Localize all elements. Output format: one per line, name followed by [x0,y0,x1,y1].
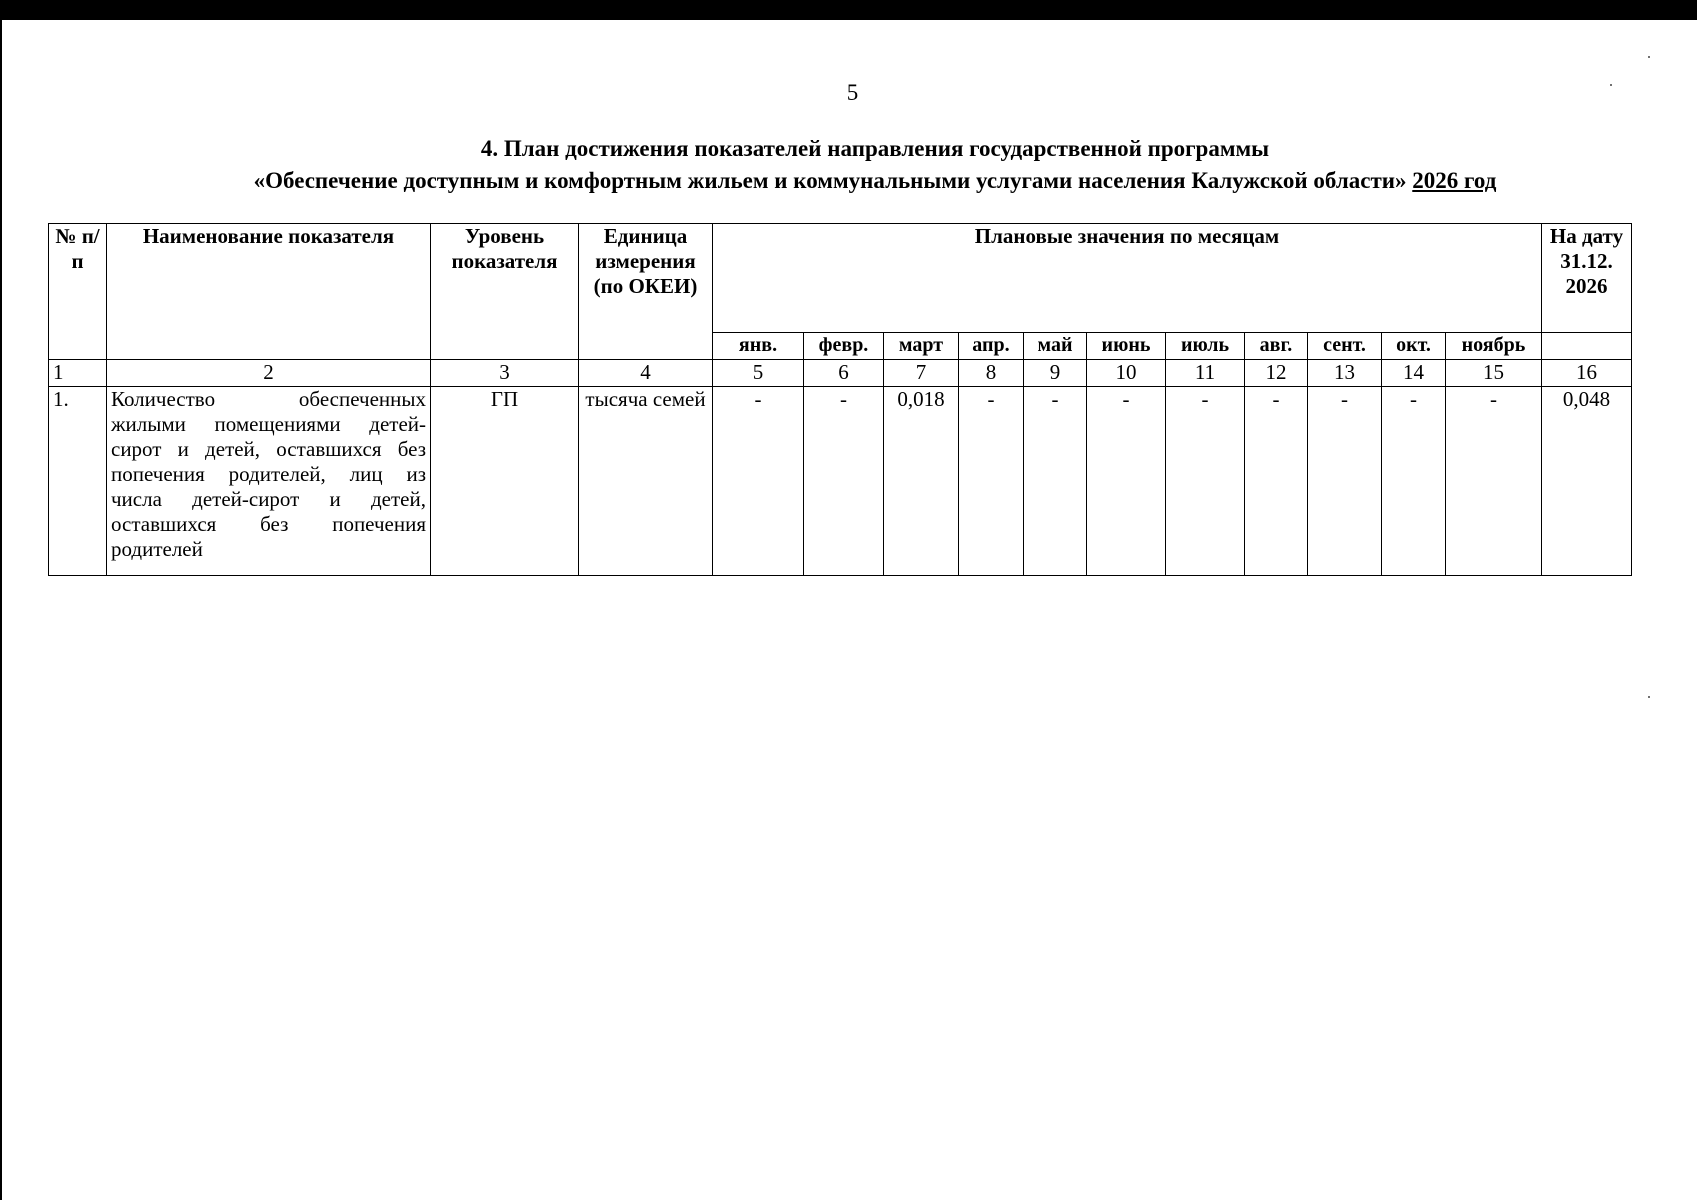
title-program-name: «Обеспечение доступным и комфортным жильем и коммунальными услугами населения Калужской области» [253,168,1407,193]
month-header: авг. [1245,333,1308,360]
monthly-value: - [1024,387,1087,576]
month-header: сент. [1308,333,1382,360]
column-number: 8 [959,360,1024,387]
month-header: окт. [1382,333,1446,360]
indicator-name: Количество обеспеченных жилыми помещениями детей-сирот и детей, оставшихся без попечения родителей, лиц из числа детей-сирот и детей, оставшихся без попечения родителей [107,387,431,576]
indicator-unit: тысяча семей [579,387,713,576]
monthly-value: 0,018 [884,387,959,576]
header-name: Наименование показателя [107,224,431,360]
month-header: февр. [804,333,884,360]
title-line-1: 4. План достижения показателей направления государственной программы [480,136,1270,161]
column-number: 16 [1542,360,1632,387]
month-header: март [884,333,959,360]
header-planned-values: Плановые значения по месяцам [713,224,1542,333]
column-number: 3 [431,360,579,387]
column-number: 4 [579,360,713,387]
title-year: 2026 год [1412,168,1497,193]
monthly-value: - [804,387,884,576]
column-number: 15 [1446,360,1542,387]
monthly-value: - [1446,387,1542,576]
column-number: 5 [713,360,804,387]
monthly-value: - [1087,387,1166,576]
on-date-value: 0,048 [1542,387,1632,576]
header-on-date: На дату 31.12. 2026 [1542,224,1632,333]
header-num: № п/п [49,224,107,360]
monthly-value: - [1245,387,1308,576]
column-number: 9 [1024,360,1087,387]
indicators-table [48,223,1632,576]
column-number: 11 [1166,360,1245,387]
indicator-level: ГП [431,387,579,576]
month-header: июль [1166,333,1245,360]
page-number: 5 [846,80,859,105]
column-number: 7 [884,360,959,387]
month-header: ноябрь [1446,333,1542,360]
column-number: 6 [804,360,884,387]
monthly-value: - [1382,387,1446,576]
scan-speck [1648,696,1650,698]
scan-top-border [0,0,1697,20]
column-number: 12 [1245,360,1308,387]
monthly-value: - [959,387,1024,576]
scan-speck [1648,56,1650,58]
header-unit: Единица измерения (по ОКЕИ) [579,224,713,360]
monthly-value: - [1166,387,1245,576]
column-number: 1 [49,360,107,387]
column-number: 10 [1087,360,1166,387]
header-level: Уровень показателя [431,224,579,360]
column-number: 13 [1308,360,1382,387]
scan-left-edge [0,20,2,1200]
column-number: 2 [107,360,431,387]
month-header: май [1024,333,1087,360]
monthly-value: - [1308,387,1382,576]
month-header: июнь [1087,333,1166,360]
month-header-empty [1542,333,1632,360]
monthly-value: - [713,387,804,576]
column-number: 14 [1382,360,1446,387]
document-title [160,133,1590,197]
month-header: апр. [959,333,1024,360]
table-row [49,387,1632,576]
title-line-2 [160,165,1590,197]
row-num: 1. [49,387,107,576]
month-header: янв. [713,333,804,360]
